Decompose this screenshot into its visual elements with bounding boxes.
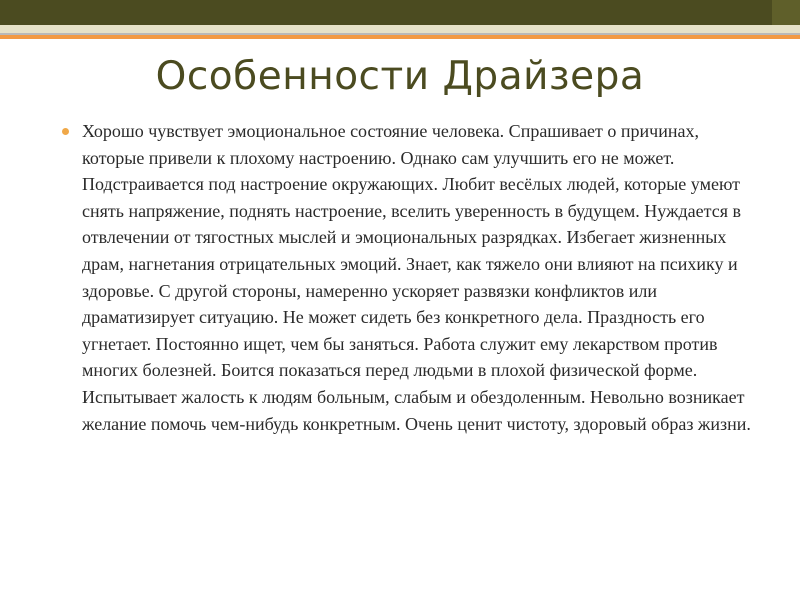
header-light-stripe	[0, 25, 800, 33]
bullet-dot-icon	[62, 128, 69, 135]
slide-title: Особенности Драйзера	[155, 54, 645, 99]
bullet-item	[62, 118, 752, 437]
bullet-text: Хорошо чувствует эмоциональное состояние человека. Спрашивает о причинах, которые привели к плохому настроению. Однако сам улучшить его не может. Подстраивается под настроение окружающих. Любит весёлых людей, которые умеют снять напряжение, поднять настроение, вселить уверенность в будущем. Нуждается в отвлечении от тягостных мыслей и эмоциональных разрядках. Избегает жизненных драм, нагнетания отрицательных эмоций. Знает, как тяжело они влияют на психику и здоровье. С другой стороны, намеренно ускоряет развязки конфликтов или драматизирует ситуацию. Не может сидеть без конкретного дела. Праздность его угнетает. Постоянно ищет, чем бы заняться. Работа служит ему лекарством против многих болезней. Боится показаться перед людьми в плохой физической форме. Испытывает жалость к людям больным, слабым и обездоленным. Невольно возникает желание помочь чем-нибудь конкретным. Очень ценит чистоту, здоровый образ жизни.	[82, 121, 751, 434]
header-band-accent	[772, 0, 800, 25]
bullet-list	[62, 118, 752, 437]
header-band	[0, 0, 800, 25]
header-divider-orange	[0, 35, 800, 39]
